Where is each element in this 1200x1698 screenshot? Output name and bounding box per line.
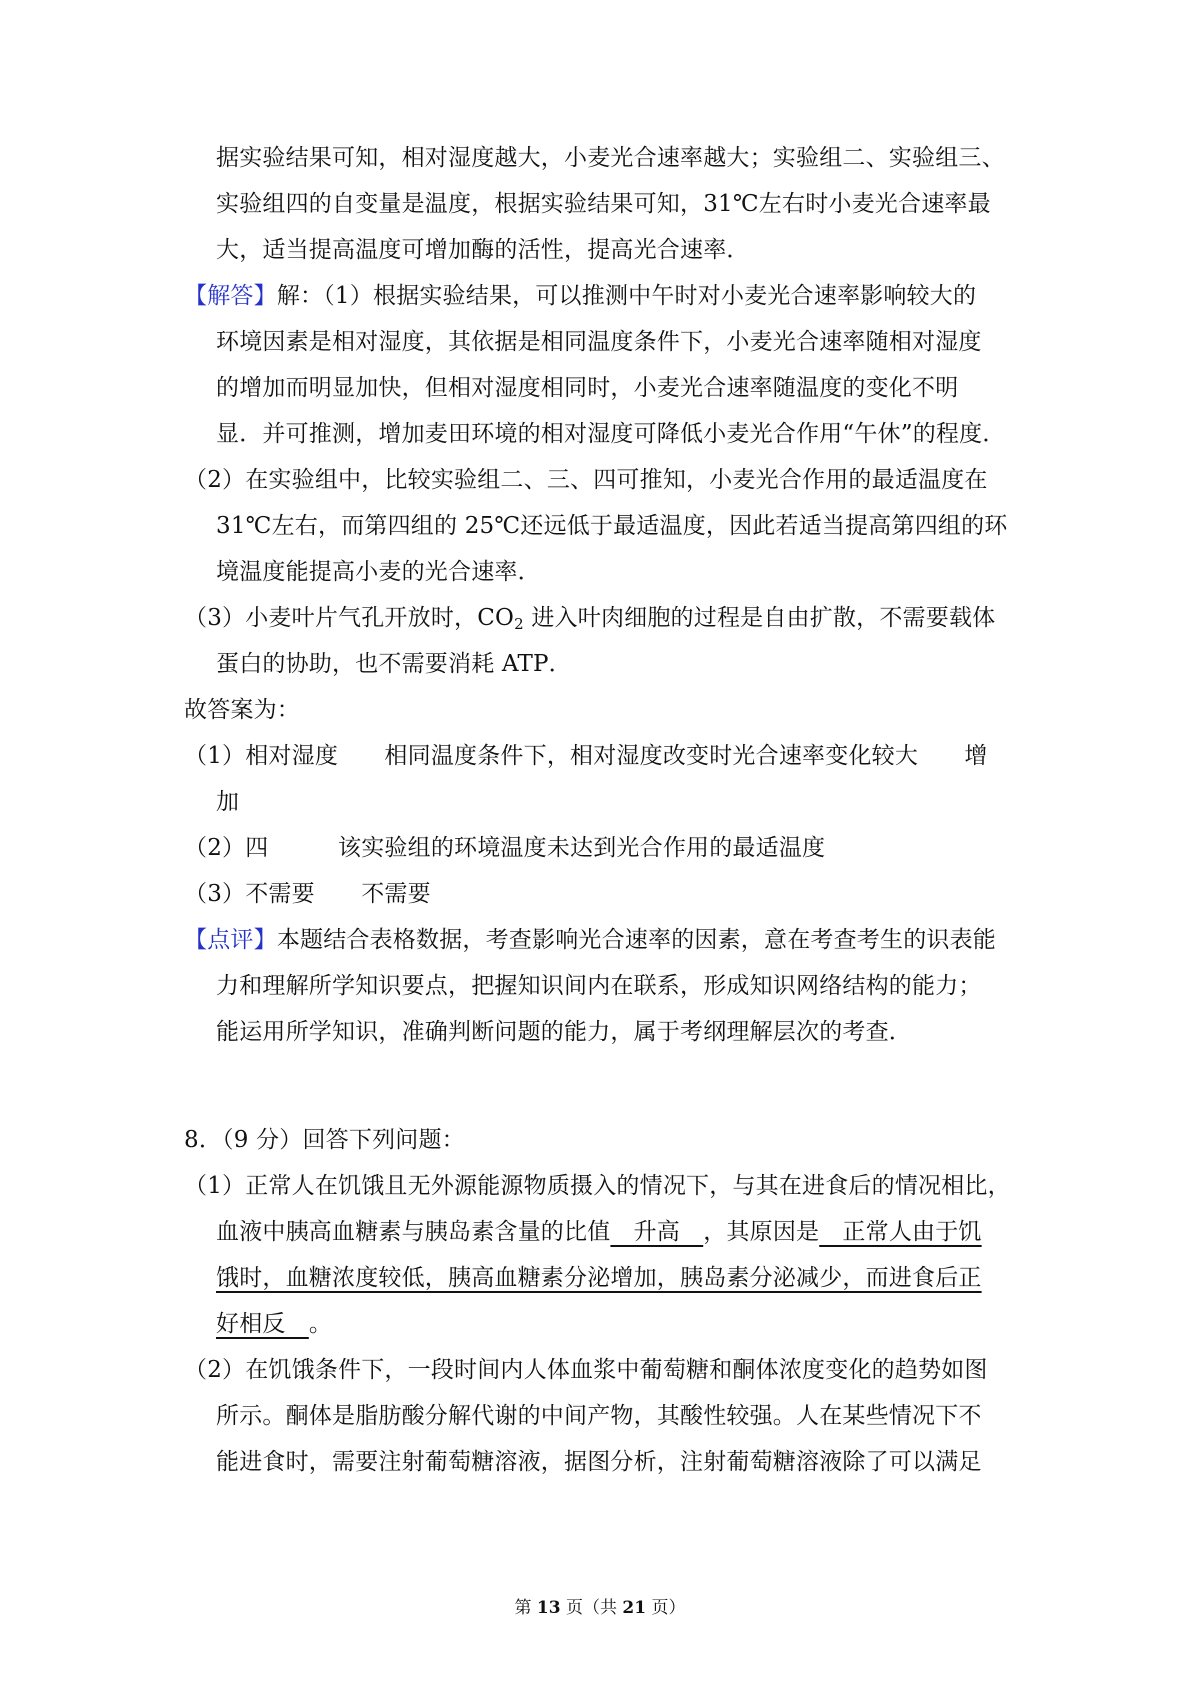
answer-1-line-1: （1）相对湿度 相同温度条件下，相对湿度改变时光合速率变化较大 增 [184, 743, 988, 769]
answer-3: （3）不需要 不需要 [184, 881, 431, 907]
solution-line-3: 的增加而明显加快，但相对湿度相同时，小麦光合速率随温度的变化不明 [216, 375, 959, 401]
question-text: 血液中胰高血糖素与胰岛素含量的比值 [216, 1219, 611, 1245]
analysis-line-1: 据实验结果可知，相对湿度越大，小麦光合速率越大；实验组二、实验组三、 [216, 145, 1005, 171]
question-8-part1-line-4 [216, 1309, 332, 1339]
solution-part3-text-b: 进入叶肉细胞的过程是自由扩散，不需要载体 [523, 605, 996, 631]
analysis-line-2: 实验组四的自变量是温度，根据实验结果可知，31℃左右时小麦光合速率最 [216, 191, 991, 217]
question-8-part1-line-3 [216, 1263, 982, 1293]
question-8-part2-line-2: 所示。酮体是脂肪酸分解代谢的中间产物，其酸性较强。人在某些情况下不 [216, 1403, 982, 1429]
solution-part3-line-1 [184, 603, 995, 639]
analysis-line-3: 大，适当提高温度可增加酶的活性，提高光合速率． [216, 237, 750, 263]
comment-line-3: 能运用所学知识，准确判断问题的能力，属于考纲理解层次的考查． [216, 1019, 912, 1045]
footer-text: 第 [514, 1598, 537, 1618]
page-footer [0, 1596, 1200, 1620]
solution-part2-line-1: （2）在实验组中，比较实验组二、三、四可推知，小麦光合作用的最适温度在 [184, 467, 988, 493]
question-8-part2-line-1: （2）在饥饿条件下，一段时间内人体血浆中葡萄糖和酮体浓度变化的趋势如图 [184, 1357, 988, 1383]
comment-line-1 [184, 925, 996, 955]
question-text: 。 [308, 1311, 333, 1337]
question-8-part1-line-1: （1）正常人在饥饿且无外源能源物质摄入的情况下，与其在进食后的情况相比， [184, 1173, 1011, 1199]
page-number: 13 [536, 1598, 561, 1618]
answer-blank-reason-cont: 饿时，血糖浓度较低，胰高血糖素分泌增加，胰岛素分泌减少，而进食后正 [216, 1265, 982, 1291]
page-total: 21 [622, 1598, 647, 1618]
solution-part3-text-a: （3）小麦叶片气孔开放时，CO [184, 605, 515, 631]
question-8-part1-line-2 [216, 1217, 982, 1247]
comment-tag: 【点评】 [184, 927, 277, 953]
answer-blank-ratio: 升高 [610, 1219, 704, 1245]
comment-line-2: 力和理解所学知识要点，把握知识间内在联系，形成知识网络结构的能力； [216, 973, 982, 999]
solution-tag: 【解答】 [184, 283, 277, 309]
question-8-part2-line-3: 能进食时，需要注射葡萄糖溶液，据图分析，注射葡萄糖溶液除了可以满足 [216, 1449, 982, 1475]
answer-1-line-2: 加 [216, 789, 240, 815]
footer-text: 页（共 [560, 1598, 623, 1618]
solution-line-4: 显．并可推测，增加麦田环境的相对湿度可降低小麦光合作用“午休”的程度． [216, 421, 1006, 447]
co2-subscript: 2 [514, 615, 524, 633]
answer-intro: 故答案为： [184, 697, 300, 723]
solution-part3-line-2: 蛋白的协助，也不需要消耗 ATP． [216, 651, 572, 677]
solution-part2-line-3: 境温度能提高小麦的光合速率． [216, 559, 541, 585]
question-text: ，其原因是 [703, 1219, 820, 1245]
answer-2: （2）四 该实验组的环境温度未达到光合作用的最适温度 [184, 835, 826, 861]
comment-text-1: 本题结合表格数据，考查影响光合速率的因素，意在考查考生的识表能 [276, 927, 997, 953]
footer-text: 页） [646, 1598, 686, 1618]
answer-blank-reason-end: 好相反 [216, 1311, 309, 1337]
question-8-heading: 8．（9 分）回答下列问题： [184, 1127, 465, 1153]
solution-lead: 解：（1）根据实验结果，可以推测中午时对小麦光合速率影响较大的 [276, 283, 977, 309]
answer-blank-reason: 正常人由于饥 [819, 1219, 982, 1245]
solution-part2-line-2: 31℃左右，而第四组的 25℃还远低于最适温度，因此若适当提高第四组的环 [216, 513, 1008, 539]
solution-line-1 [184, 281, 976, 311]
solution-line-2: 环境因素是相对湿度，其依据是相同温度条件下，小麦光合速率随相对湿度 [216, 329, 982, 355]
